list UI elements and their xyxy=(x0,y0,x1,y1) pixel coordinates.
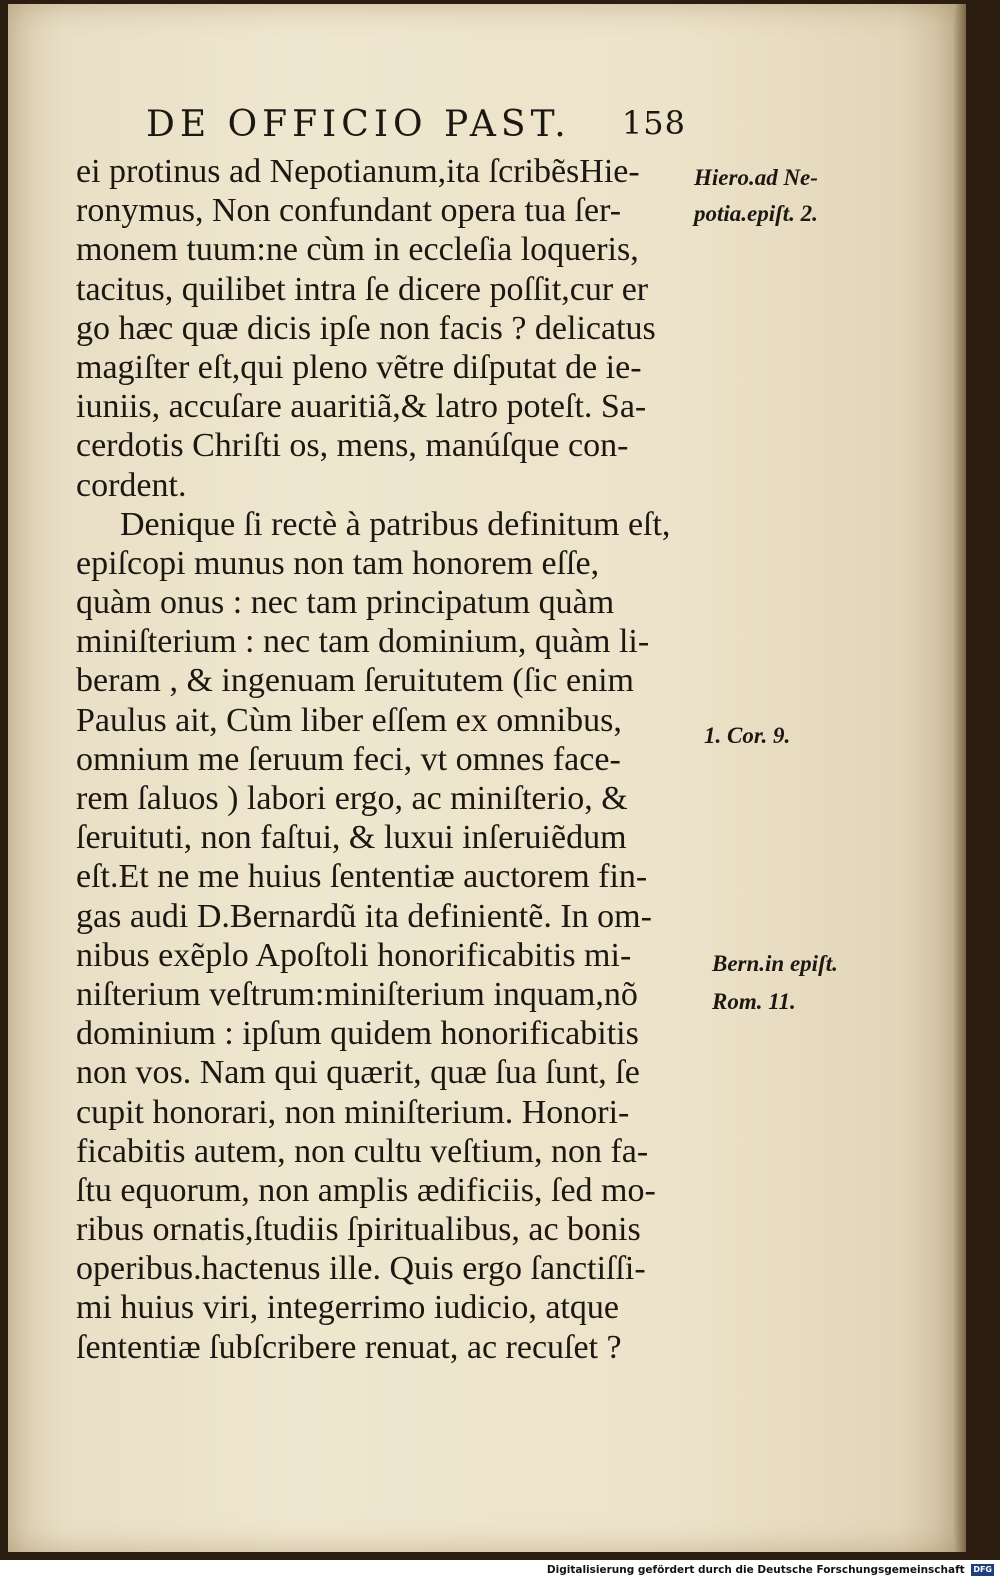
page-header xyxy=(146,104,686,148)
margin-note-corinthians: 1. Cor. 9. xyxy=(704,723,791,748)
text-line: niſterium veſtrum:miniſterium inquam,nõ xyxy=(76,975,638,1013)
text-line: miniſterium : nec tam dominium, quàm li- xyxy=(76,623,650,661)
text-line: ſeruituti, non faſtui, & luxui inſeruiẽdum xyxy=(76,819,627,857)
margin-note-hieronymus: Hiero.ad Ne- xyxy=(694,165,818,190)
digitization-credit xyxy=(547,1561,994,1579)
text-line: ronymus, Non confundant opera tua ſer- xyxy=(76,192,622,230)
text-line: tacitus, quilibet intra ſe dicere poſſit,cur er xyxy=(76,270,649,308)
dfg-logo: DFG xyxy=(973,1565,992,1574)
text-line: nibus exẽplo Apoſtoli honorificabitis mi- xyxy=(76,936,632,974)
book-page xyxy=(8,4,956,1552)
text-line: monem tuum:ne cùm in eccleſia loqueris, xyxy=(76,231,639,269)
text-line: beram , & ingenuam ſeruitutem (ſic enim xyxy=(76,662,634,700)
text-line: ſententiæ ſubſcribere renuat, ac recuſet ? xyxy=(76,1328,622,1366)
text-line: dominium : ipſum quidem honorificabitis xyxy=(76,1015,639,1053)
text-line: non vos. Nam qui quærit, quæ ſua ſunt, ſe xyxy=(76,1054,640,1092)
text-line: operibus.hactenus ille. Quis ergo ſanctiſſi- xyxy=(76,1250,646,1288)
text-line: epiſcopi munus non tam honorem eſſe, xyxy=(76,544,600,582)
text-line: iuniis, accuſare auaritiã,& latro poteſt. Sa- xyxy=(76,388,647,426)
text-line: ribus ornatis,ſtudiis ſpiritualibus, ac bonis xyxy=(76,1211,641,1249)
text-line: cordent. xyxy=(76,466,187,504)
paragraph-start-line: Denique ſi rectè à patribus definitum eſt, xyxy=(120,505,671,543)
text-line: go hæc quæ dicis ipſe non facis ? delicatus xyxy=(76,309,656,347)
margin-note-hieronymus-epistle: potia.epiſt. 2. xyxy=(694,201,818,226)
text-line: Paulus ait, Cùm liber eſſem ex omnibus, xyxy=(76,701,622,739)
page-number: 158 xyxy=(621,104,686,142)
margin-note-bernard: Bern.in epiſt. xyxy=(712,951,838,976)
text-line: ei protinus ad Nepotianum,ita ſcribẽsHie- xyxy=(76,153,640,190)
text-line: mi huius viri, integerrimo iudicio, atque xyxy=(76,1289,619,1327)
page-edge xyxy=(954,4,966,1552)
text-line: magiſter eſt,qui pleno vẽtre diſputat de ie- xyxy=(76,348,642,386)
text-line: ſtu equorum, non amplis ædificiis, ſed mo- xyxy=(76,1171,656,1209)
margin-note-romans: Rom. 11. xyxy=(712,989,796,1014)
text-line: cupit honorari, non miniſterium. Honori- xyxy=(76,1093,630,1131)
text-line: quàm onus : nec tam principatum quàm xyxy=(76,584,615,622)
text-line: cerdotis Chriſti os, mens, manúſque con- xyxy=(76,427,629,465)
text-line: omnium me ſeruum feci, vt omnes face- xyxy=(76,740,621,778)
credit-text: Digitalisierung gefördert durch die Deutsche Forschungsgemeinschaft xyxy=(546,1564,965,1576)
text-line: eſt.Et ne me huius ſententiæ auctorem fin- xyxy=(76,858,648,896)
body-text xyxy=(76,152,716,1367)
running-title: DE OFFICIO PAST. xyxy=(146,104,571,145)
text-line: rem ſaluos ) labori ergo, ac miniſterio, & xyxy=(76,780,628,817)
text-line: gas audi D.Bernardũ ita definientẽ. In om- xyxy=(76,897,652,935)
text-line: ficabitis autem, non cultu veſtium, non fa- xyxy=(76,1132,649,1170)
